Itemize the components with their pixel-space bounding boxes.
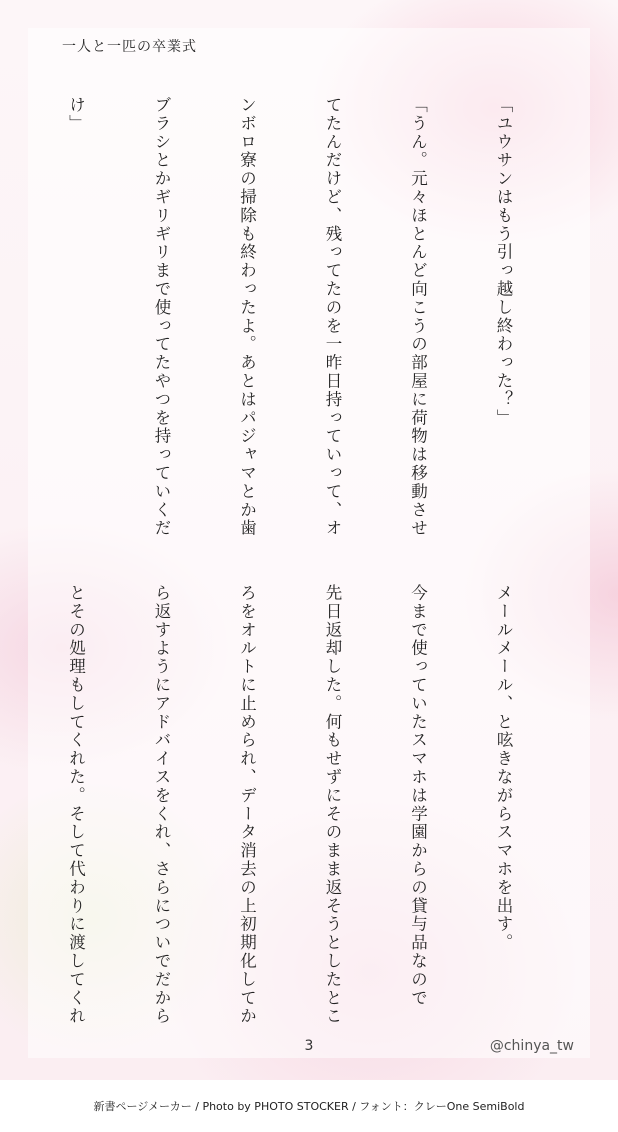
credits-text: 新書ページメーカー / Photo by PHOTO STOCKER / フォント：クレーOne SemiBold [93, 1100, 525, 1113]
text-line: ンボロ寮の掃除も終わったよ。あとはパジャマとか歯 [237, 96, 257, 538]
text-line: 今まで使っていたスマホは学園からの貸与品なので [408, 584, 428, 1008]
text-line: てたんだけど、残ってたのを一昨日持っていって、オ [323, 96, 342, 538]
text-line: 先日返却した。何もせずにそのまま返そうとしたとこ [323, 584, 342, 1026]
page-title: 一人と一匹の卒業式 [62, 39, 197, 55]
lower-text-block [0, 584, 574, 1024]
text-line [0, 96, 4, 536]
page-number: 3 [304, 1038, 314, 1054]
text-line: ろをオルトに止められ、データ消去の上初期化してか [237, 584, 257, 1026]
text-line: け」 [66, 96, 86, 133]
text-line: 「ユウサンはもう引っ越し終わった？」 [494, 96, 513, 428]
upper-text-block [0, 96, 574, 536]
text-line: メールメール、と呟きながらスマホを出す。 [494, 584, 513, 952]
text-line [0, 584, 4, 1024]
text-line: ら返すようにアドバイスをくれ、さらについでだから [152, 584, 171, 1026]
text-line: とその処理もしてくれた。そして代わりに渡してくれ [66, 584, 86, 1026]
credits-footer [0, 1080, 618, 1132]
text-line: ブラシとかギリギリまで使ってたやつを持っていくだ [152, 96, 171, 538]
text-line: 「うん。元々ほとんど向こうの部屋に荷物は移動させ [408, 96, 428, 538]
author-handle: @chinya_tw [489, 1038, 574, 1054]
